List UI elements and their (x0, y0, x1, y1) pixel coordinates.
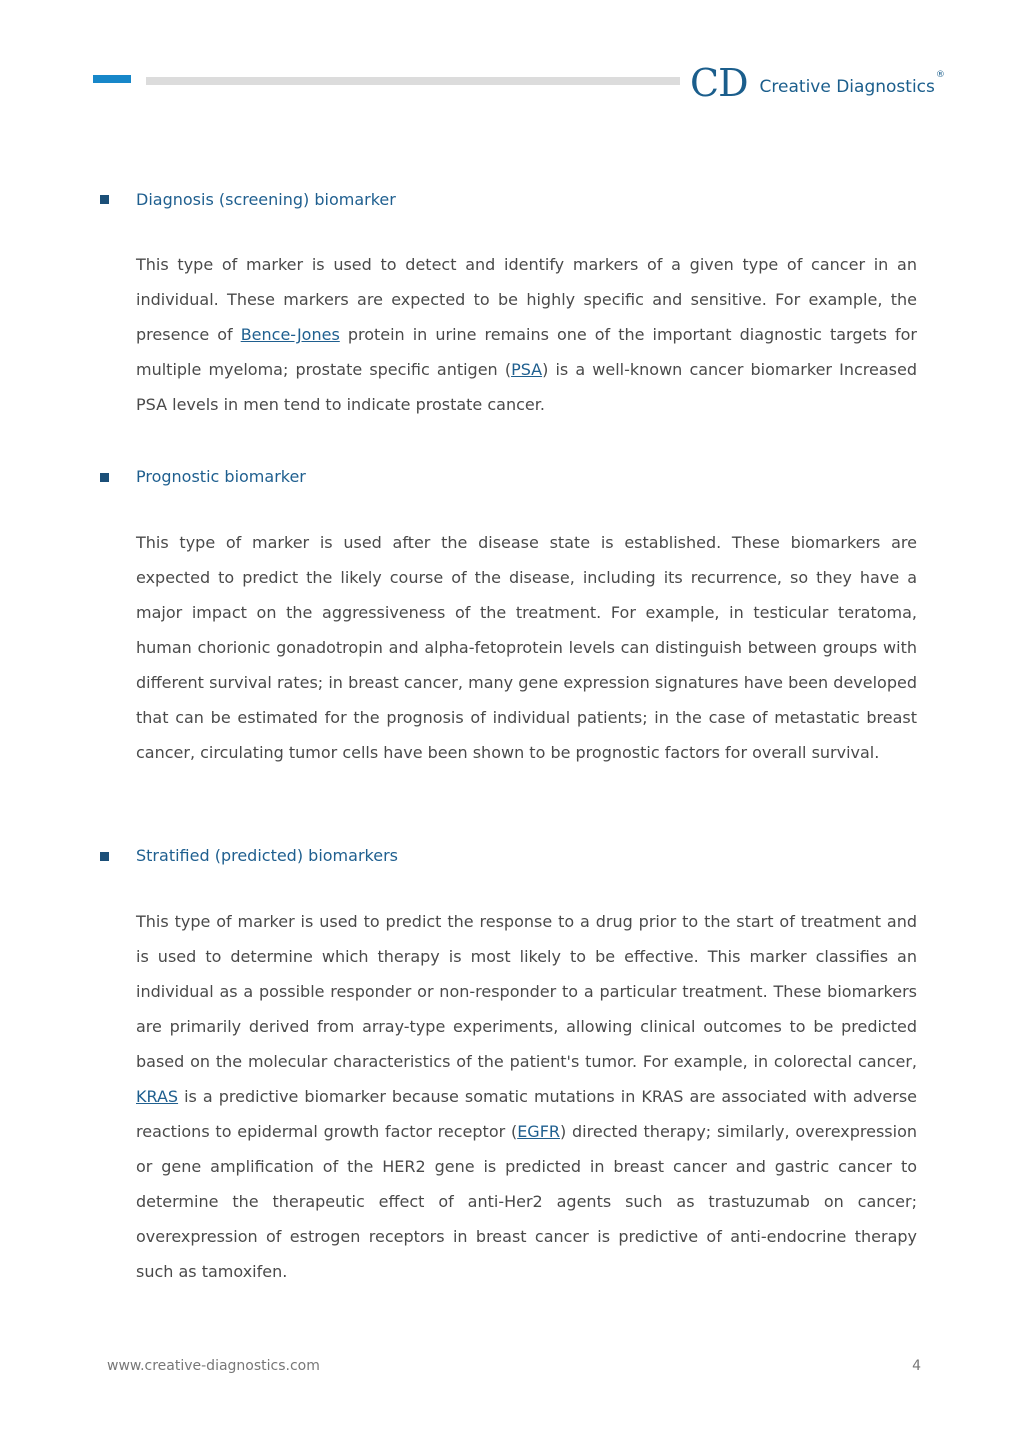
bullet-square-icon (100, 473, 109, 482)
section-heading-stratified: Stratified (predicted) biomarkers (136, 846, 398, 865)
bullet-square-icon (100, 195, 109, 204)
header-rule (146, 77, 680, 85)
link-kras[interactable]: KRAS (136, 1087, 179, 1106)
body-text: This type of marker is used to predict the response to a drug prior to the start of treatment and is used to determine which therapy is most likely to be effective. This marker classifies an individual as a possible responder or non-responder to a particular treatment. These biomarkers are primarily derived from array-type experiments, allowing clinical outcomes to be predicted based on the molecular characteristics of the patient's tumor. For example, in colorectal cancer, (136, 912, 917, 1071)
body-text: ) directed therapy; similarly, overexpression or gene amplification of the HER2 gene is predicted in breast cancer and gastric cancer to determine the therapeutic effect of anti-Her2 agents such as trastuzumab on cancer; overexpression of estrogen receptors in breast cancer is predictive of anti-endocrine therapy such as tamoxifen. (136, 1122, 917, 1281)
section-body-prognostic (136, 525, 917, 770)
section-heading-prognostic: Prognostic biomarker (136, 467, 306, 486)
section-bullet (100, 195, 109, 204)
section-bullet (100, 473, 109, 482)
link-bence-jones[interactable]: Bence-Jones (240, 325, 340, 344)
body-text: ) is a well-known cancer biomarker Increased PSA levels in men tend to indicate prostate cancer. (136, 360, 917, 414)
section-body-diagnosis (136, 247, 917, 422)
section-bullet (100, 852, 109, 861)
link-psa[interactable]: PSA (511, 360, 543, 379)
body-text: protein in urine remains one of the important diagnostic targets for multiple myeloma; prostate specific antigen ( (136, 325, 918, 379)
company-logo (690, 58, 945, 105)
body-text: is a predictive biomarker because somatic mutations in KRAS are associated with adverse reactions to epidermal growth factor receptor ( (136, 1087, 917, 1141)
logo-text: Creative Diagnostics (759, 77, 935, 97)
body-text: This type of marker is used after the disease state is established. These biomarkers are expected to predict the likely course of the disease, including its recurrence, so they have a major impact on the aggressiveness of the treatment. For example, in testicular teratoma, human chorionic gonadotropin and alpha-fetoprotein levels can distinguish between groups with different survival rates; in breast cancer, many gene expression signatures have been developed that can be estimated for the prognosis of individual patients; in the case of metastatic breast cancer, circulating tumor cells have been shown to be prognostic factors for overall survival. (136, 533, 917, 762)
footer-website-url: www.creative-diagnostics.com (107, 1358, 320, 1374)
header-accent-bar (93, 75, 131, 83)
section-body-stratified (136, 904, 917, 1289)
bullet-square-icon (100, 852, 109, 861)
link-egfr[interactable]: EGFR (517, 1122, 561, 1141)
registered-mark: ® (935, 70, 945, 80)
logo-mark: CD (690, 61, 748, 105)
page-number: 4 (912, 1358, 921, 1374)
body-text: This type of marker is used to detect and identify markers of a given type of cancer in an individual. These markers are expected to be highly specific and sensitive. For example, the presence of (136, 255, 917, 344)
section-heading-diagnosis: Diagnosis (screening) biomarker (136, 190, 396, 209)
